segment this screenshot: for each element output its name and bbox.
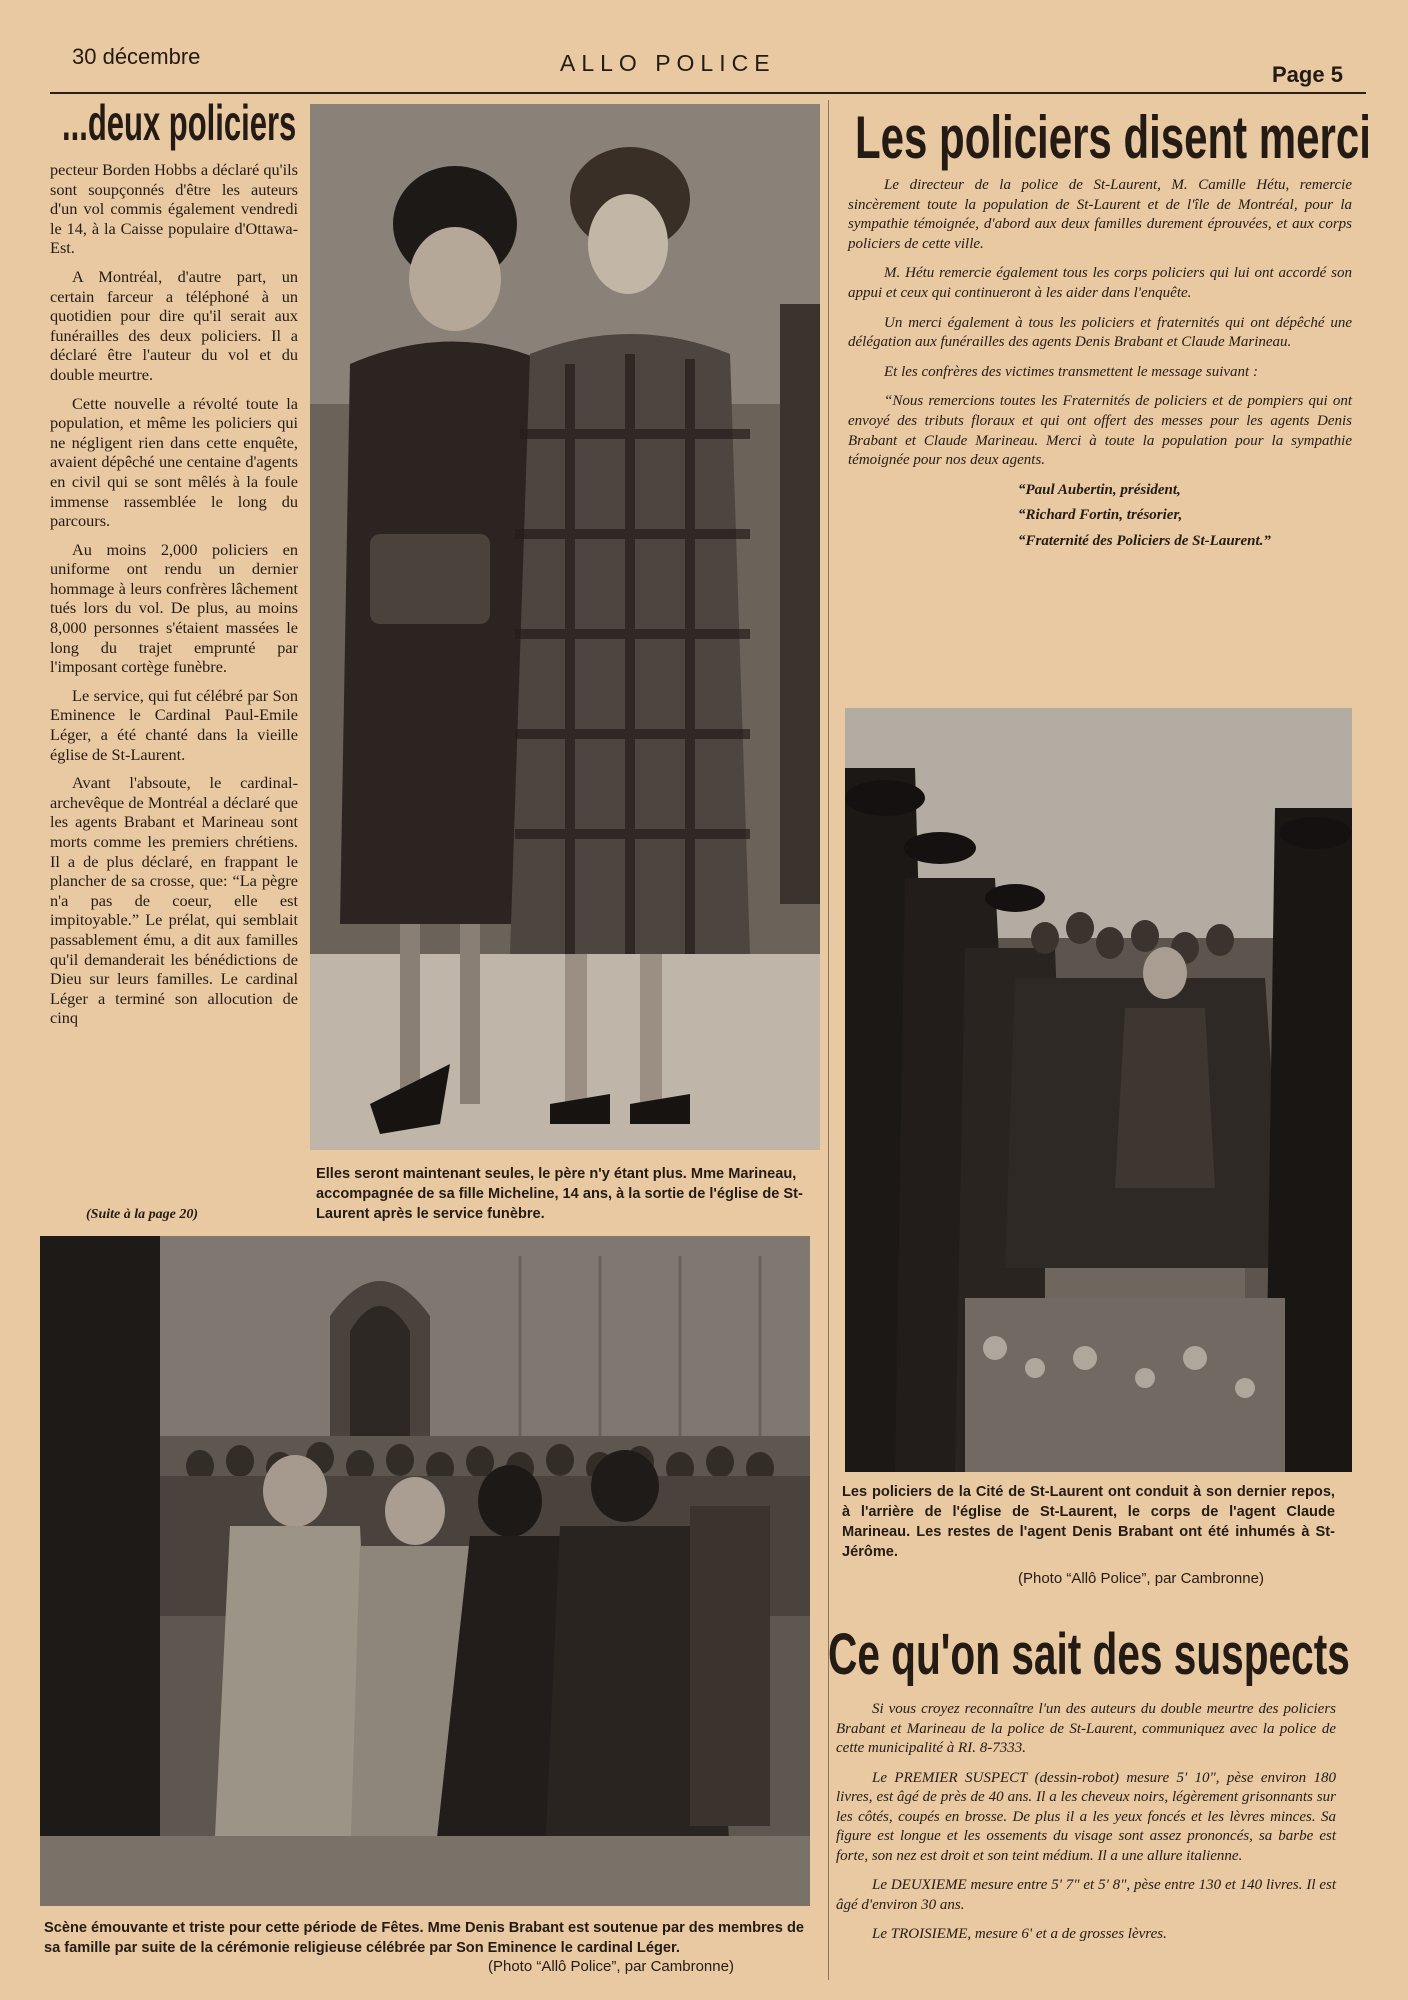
photo3-credit: (Photo “Allô Police”, par Cambronne): [488, 1958, 734, 1975]
photo1-caption: Elles seront maintenant seules, le père n'y étant plus. Mme Marineau, accompagnée de sa fille Micheline, 14 ans, à la sortie de l'église de St-Laurent après le service funèbre.: [316, 1166, 803, 1222]
signature-line: “Richard Fortin, trésorier,: [1018, 507, 1183, 524]
article-paragraph: Si vous croyez reconnaître l'un des auteurs du double meurtre des policiers Brabant et Marineau de la police de St-Laurent, communiquez avec la police de cette municipalité à RI. 8-7333.: [836, 1701, 1336, 1756]
merci-article-body: [848, 176, 1352, 558]
masthead-rule: [50, 92, 1366, 94]
left-article-body: [50, 160, 298, 1037]
article-paragraph: Le directeur de la police de St-Laurent, M. Camille Hétu, remercie sincèrement toute la population de St-Laurent et de l'île de Montréal, pour la sympathie témoignée, d'abord aux deux familles durement éprouvées, et aux corps policiers de cette ville.: [848, 177, 1352, 252]
article-paragraph: pecteur Borden Hobbs a déclaré qu'ils sont soupçonnés d'être les auteurs d'un vol commis également vendredi le 14, à la Caisse populaire d'Ottawa-Est.: [50, 160, 298, 258]
signature-line: “Fraternité des Policiers de St-Laurent.”: [1018, 532, 1271, 549]
article-paragraph: Le PREMIER SUSPECT (dessin-robot) mesure 5' 10", pèse environ 180 livres, est âgé de près de 40 ans. Il a les cheveux noirs, légèrement grisonnants sur les côtés, coupés en brosse. De plus il a les yeux foncés et les lèvres minces. Sa figure est longue et les ossements du visage sont assez prononcés, sa barbe est forte, son nez est droit et son teint médium. Il a une allure italienne.: [836, 1769, 1336, 1864]
newspaper-title: ALLO POLICE: [560, 50, 776, 76]
photo2-credit: (Photo “Allô Police”, par Cambronne): [1018, 1570, 1264, 1587]
continued-note: (Suite à la page 20): [86, 1207, 198, 1222]
photo-mother-daughter: [310, 104, 820, 1150]
article-paragraph: Le TROISIEME, mesure 6' et a de grosses lèvres.: [872, 1926, 1167, 1942]
signature-line: “Paul Aubertin, président,: [1018, 481, 1181, 498]
article-paragraph: M. Hétu remercie également tous les corps policiers qui lui ont accordé son appui et ceux qui continueront à les aider dans l'enquête.: [848, 265, 1352, 301]
article-paragraph: Au moins 2,000 policiers en uniforme ont rendu un dernier hommage à leurs confrères lâchement tués lors du vol. De plus, au moins 8,000 personnes s'étaient massées le long du trajet emprunté par l'imposant cortège funèbre.: [50, 539, 298, 677]
article-paragraph: Le DEUXIEME mesure entre 5' 7" et 5' 8", pèse entre 130 et 140 livres. Il est âgé d'environ 30 ans.: [836, 1877, 1336, 1913]
article-paragraph: Un merci également à tous les policiers et fraternités qui ont dépêché une délégation aux funérailles des agents Denis Brabant et Claude Marineau.: [848, 314, 1352, 351]
page-number: Page 5: [1272, 62, 1343, 87]
suspects-article-body: [836, 1700, 1336, 1955]
issue-date: 30 décembre: [72, 44, 201, 69]
article-paragraph: “Nous remercions toutes les Fraternités de policiers et de pompiers qui ont envoyé des tributs floraux et qui ont offert des messes pour les agents Denis Brabant et Claude Marineau. Merci à toute la population pour la sympathie témoignée pour nos deux agents.: [848, 393, 1352, 469]
column-divider: [828, 100, 829, 1980]
article-paragraph: Cette nouvelle a révolté toute la population, et même les policiers qui ne négligent rien dans cette enquête, avaient dépêché une centaine d'agents en civil qui se sont mêlés à la foule immense rassemblée le long du parcours.: [50, 393, 298, 531]
photo2-caption: Les policiers de la Cité de St-Laurent ont conduit à son dernier repos, à l'arrière de l'église de St-Laurent, le corps de l'agent Claude Marineau. Les restes de l'agent Denis Brabant ont été inhumés à St-Jérôme.: [842, 1484, 1335, 1560]
photo3-caption: Scène émouvante et triste pour cette période de Fêtes. Mme Denis Brabant est soutenue par des membres de sa famille par suite de la cérémonie religieuse célébrée par Son Eminence le cardinal Léger.: [44, 1920, 804, 1956]
article-paragraph: Et les confrères des victimes transmettent le message suivant :: [884, 363, 1258, 380]
suspects-headline: Ce qu'on sait des suspects: [828, 1622, 1350, 1687]
photo-church-exit: [40, 1236, 810, 1906]
article-paragraph: A Montréal, d'autre part, un certain farceur a téléphoné à un quotidien pour dire qu'il serait aux funérailles des deux policiers. Il a déclaré être l'auteur du vol et du double meurtre.: [50, 266, 298, 384]
left-headline: ...deux policiers: [62, 95, 297, 151]
article-paragraph: Avant l'absoute, le cardinal-archevêque de Montréal a déclaré que les agents Brabant et Marineau sont morts comme les premiers chrétiens. Il a de plus déclaré, en frappant le plancher de sa crosse, que: “La pègre n'a pas de coeur, elle est impitoyable.” Le prélat, qui semblait passablement ému, a dit aux familles qu'il demanderait les bénédictions de Dieu sur leurs familles. Le cardinal Léger a terminé son allocution de cinq: [50, 773, 298, 1028]
merci-headline: Les policiers disent merci: [855, 104, 1371, 171]
photo-police-burial: [845, 708, 1352, 1472]
article-paragraph: Le service, qui fut célébré par Son Eminence le Cardinal Paul-Emile Léger, a été chanté dans la vieille église de St-Laurent.: [50, 685, 298, 764]
